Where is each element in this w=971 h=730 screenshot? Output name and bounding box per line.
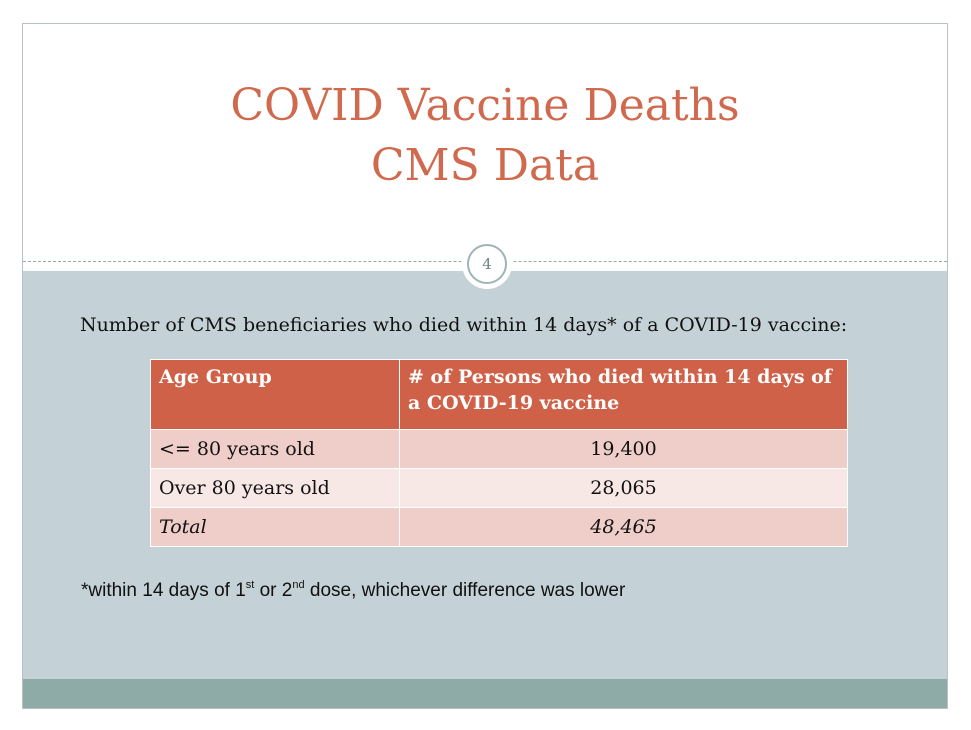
table-row	[151, 430, 848, 469]
footnote-part-1: *within 14 days of 1	[81, 580, 246, 601]
header-age-group: Age Group	[151, 360, 400, 430]
footnote-part-2: or 2	[254, 580, 293, 601]
footnote-sup-nd: nd	[292, 579, 305, 591]
row-age-group: Over 80 years old	[151, 469, 400, 508]
deaths-table	[150, 359, 848, 547]
header-persons-died: # of Persons who died within 14 days of a COVID-19 vaccine	[400, 360, 848, 430]
page-number: 4	[467, 244, 507, 284]
row-count: 28,065	[400, 469, 848, 508]
table-header-row	[151, 360, 848, 430]
intro-text: Number of CMS beneficiaries who died within 14 days* of a COVID-19 vaccine:	[80, 314, 848, 336]
row-count: 19,400	[400, 430, 848, 469]
footnote-part-3: dose, whichever difference was lower	[304, 580, 626, 601]
footer-bar	[23, 679, 947, 709]
table-total-row	[151, 508, 848, 547]
slide-title	[23, 76, 947, 196]
slide	[22, 23, 948, 709]
title-line-2: CMS Data	[370, 140, 600, 191]
table-row	[151, 469, 848, 508]
title-line-1: COVID Vaccine Deaths	[230, 80, 740, 131]
footnote-sup-st: st	[245, 579, 255, 591]
page-number-badge	[462, 239, 512, 289]
total-count: 48,465	[400, 508, 848, 547]
total-label: Total	[151, 508, 400, 547]
footnote	[81, 580, 625, 602]
title-area	[23, 24, 947, 262]
row-age-group: <= 80 years old	[151, 430, 400, 469]
